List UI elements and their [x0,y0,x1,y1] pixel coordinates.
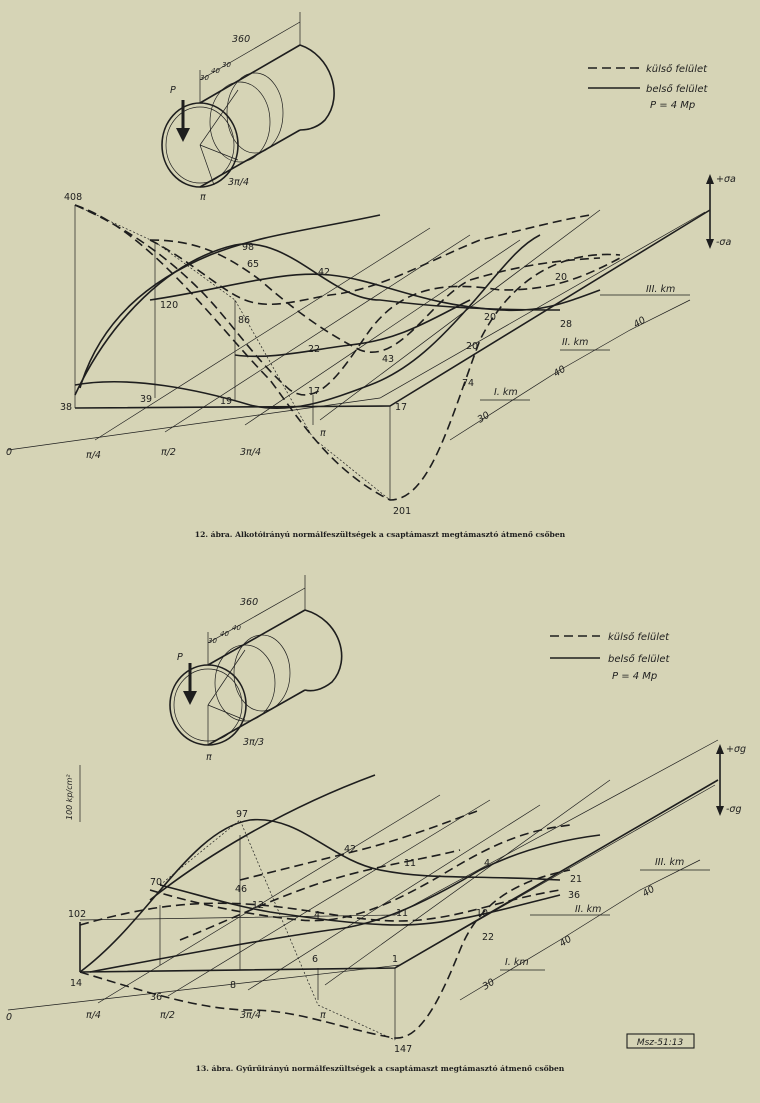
pipe-far-end [305,610,342,691]
load-label: P [177,652,183,663]
plane-top-edge [80,740,718,920]
caption-13: 13. ábra. Gyűrűirányú normálfeszültségek a csaptámaszt megtámasztó átmenő csőben [195,1064,565,1073]
legend-load: P = 4 Mp [612,671,658,682]
value: 28 [560,319,573,330]
plane-gridlines [98,780,610,1003]
value: 22 [482,932,495,943]
axis-plus: +σa [716,174,736,185]
value: 74 [462,378,475,389]
value: 19 [220,396,233,407]
legend-13 [550,631,671,682]
spacing-40b: 40 [640,883,657,900]
tick-pi-4: π/4 [86,450,101,461]
value: 201 [393,506,412,517]
figure-12 [6,12,736,539]
value: 20 [555,272,568,283]
axis-plus: +σg [726,744,747,755]
value: 38 [60,402,73,413]
value: 46 [235,884,248,895]
tick-pi-4: π/4 [86,1010,101,1021]
pipe-bottom-edge [200,130,300,187]
angle-rays [200,90,238,185]
section-III: III. km [655,857,685,868]
section-ring-2 [227,73,283,153]
caption-12: 12. ábra. Alkotóirányú normálfeszültségek a csaptámaszt megtámasztó átmenő csőben [194,530,566,539]
legend-12 [588,63,709,111]
stamp-label: Msz-51:13 [636,1038,684,1048]
dim-1: 30 [200,74,209,82]
x-ticks-12 [6,428,326,461]
value: 147 [394,1044,413,1055]
value: 97 [236,809,249,820]
value: 102 [68,909,87,920]
value: 14 [70,978,83,989]
value: 20 [484,312,497,323]
section-I: I. km [505,957,529,968]
pi-label: π [200,192,206,203]
outer-curve-3 [150,215,590,304]
value: 17 [395,402,408,413]
inner-curve-5 [235,300,470,356]
value: 36 [568,890,581,901]
dim-2: 40 [220,630,229,638]
value: 12 [252,900,265,911]
dim-3: 30 [222,61,231,69]
front-baseline [8,212,705,450]
stress-curves-12 [75,205,620,500]
scale-label: 100 kp/cm² [65,774,74,820]
dim-1: 30 [208,637,217,645]
value: 42 [344,844,357,855]
value: 20 [466,341,479,352]
legend-outer-label: külső felület [646,64,708,75]
load-arrowhead [183,691,197,705]
sections-12 [450,284,690,440]
value: 408 [64,192,83,203]
pipe-sketch-12 [162,12,334,203]
tick-pi: π [320,1010,326,1021]
value: 10 [476,908,489,919]
dim-2: 40 [211,67,220,75]
inner-curve-1 [80,820,560,972]
outer-curve-1 [75,205,620,500]
vertical-guides [75,205,390,500]
dim-length: 360 [240,597,259,608]
angle-rays [208,650,245,745]
load-arrowhead [176,128,190,142]
section-ring-1 [210,82,270,162]
spacing-40a: 40 [551,363,568,380]
value: 22 [308,344,321,355]
pipe-sketch-13 [170,575,342,763]
legend-outer-label: külső felület [608,632,670,643]
angle-label: 3π/4 [228,177,250,188]
length-dim [200,12,300,103]
outer-curve-2 [75,205,620,395]
outer-curve-3 [150,825,570,921]
plane-edge [80,780,718,972]
front-baseline [8,785,715,1010]
angle-label: 3π/3 [243,737,265,748]
tick-pi-2: π/2 [161,447,176,458]
value: 11 [404,858,417,869]
outer-curve-5 [180,850,460,940]
value: 70 [150,877,163,888]
inner-curve-2 [150,775,375,900]
legend-load: P = 4 Mp [650,100,696,111]
tick-pi: π [320,428,326,439]
spacing-30: 30 [480,976,497,993]
pipe-far-end [300,45,334,130]
inner-curve-4 [150,274,600,310]
value: 4 [484,858,491,869]
outer-curve-4 [240,810,480,880]
value: 17 [308,386,321,397]
value: 39 [140,394,153,405]
value: 36 [150,992,163,1003]
tick-zero: 0 [6,1012,13,1023]
value: 4 [314,910,321,921]
spacing-40b: 40 [631,314,648,331]
standard-stamp [627,1034,694,1048]
axis-minus: -σa [716,237,732,248]
base-plane-13 [8,740,718,1040]
legend-inner-label: belső felület [646,84,708,95]
value: 120 [160,300,179,311]
value: 6 [312,954,319,965]
value: 65 [247,259,260,270]
projection-dots [75,205,390,500]
stress-axis-12 [706,174,736,249]
stress-axis-13 [65,744,746,822]
value: 42 [318,267,331,278]
base-plane-12 [8,205,710,500]
figure-13 [6,575,746,1073]
value: 21 [570,874,583,885]
value: 86 [238,315,251,326]
tick-3pi-4: 3π/4 [240,447,262,458]
section-II: II. km [575,904,602,915]
section-leaders [500,870,710,970]
tick-3pi-4: 3π/4 [240,1010,262,1021]
section-II: II. km [562,337,589,348]
value: 1 [392,954,399,965]
spacing-30: 30 [475,409,492,426]
pi-label: π [206,752,212,763]
value: 43 [382,354,395,365]
tick-zero: 0 [6,447,13,458]
length-dim [208,575,305,665]
legend-inner-label: belső felület [608,654,670,665]
inner-curve-2 [80,215,380,388]
load-label: P [170,85,176,96]
section-I: I. km [494,387,518,398]
axis-minus: -σg [726,804,742,815]
dim-length: 360 [232,34,251,45]
value: 8 [230,980,237,991]
section-ring-2 [234,635,290,711]
value: 98 [242,242,255,253]
spacing-40a: 40 [557,933,574,950]
section-III: III. km [646,284,676,295]
value: 11 [396,908,409,919]
dim-3: 40 [232,624,241,632]
tick-pi-2: π/2 [160,1010,175,1021]
